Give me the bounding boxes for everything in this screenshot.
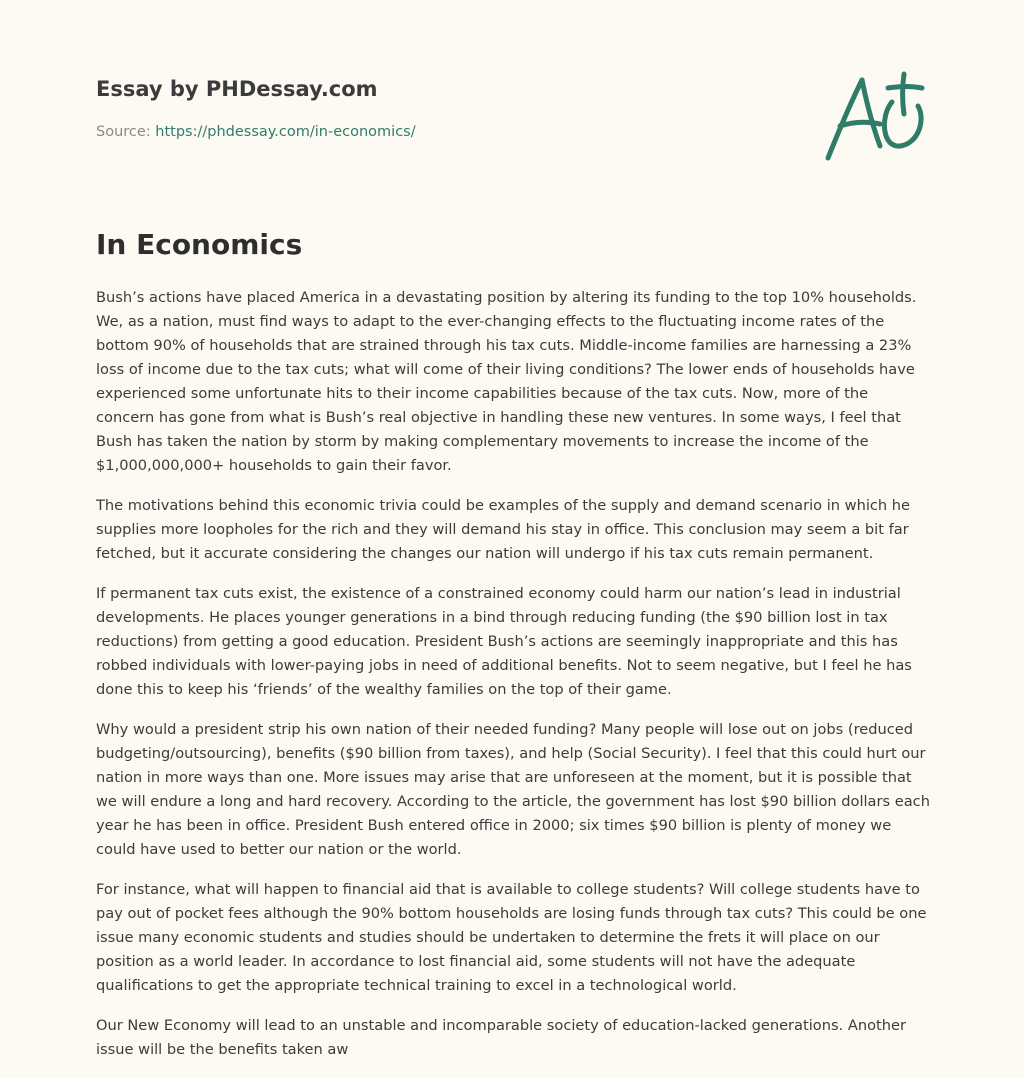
essay-title: In Economics: [96, 228, 303, 261]
essay-paragraph: Our New Economy will lead to an unstable and incomparable society of education-lacked generations. Another issue will be the benefits taken aw: [96, 1017, 906, 1058]
site-title: Essay by PHDessay.com: [96, 77, 378, 101]
essay-paragraph: The motivations behind this economic trivia could be examples of the supply and demand scenario in which he supplies more loopholes for the rich and they will demand his stay in office. This conclusion may seem a bit far fetched, but it accurate considering the changes our nation will undergo if his tax cuts remain permanent.: [96, 497, 911, 562]
page-header: [96, 74, 716, 142]
essay-body: [96, 286, 930, 1078]
essay-paragraph: For instance, what will happen to financial aid that is available to college students? Will college students have to pay out of pocket fees although the 90% bottom households are losing funds through tax cuts? This could be one issue many economic students and studies should be undertaken to determine the frets it will place on our position as a world leader. In accordance to lost financial aid, some students will not have the adequate qualifications to get the appropriate technical training to excel in a technological world.: [96, 881, 927, 994]
source-label: Source:: [96, 124, 151, 140]
essay-paragraph: Why would a president strip his own nation of their needed funding? Many people will lose out on jobs (reduced budgeting/outsourcing), benefits ($90 billion from taxes), and help (Social Security). I feel that this could hurt our nation in more ways than one. More issues may arise that are unforeseen at the moment, but it is possible that we will endure a long and hard recovery. According to the article, the government has lost $90 billion dollars each year he has been in office. President Bush entered office in 2000; six times $90 billion is plenty of money we could have used to better our nation or the world.: [96, 721, 930, 858]
essay-paragraph: If permanent tax cuts exist, the existence of a constrained economy could harm our nation’s lead in industrial developments. He places younger generations in a bind through reducing funding (the $90 billion lost in tax reductions) from getting a good education. President Bush’s actions are seemingly inappropriate and this has robbed individuals with lower-paying jobs in need of additional benefits. Not to seem negative, but I feel he has done this to keep his ‘friends’ of the wealthy families on the top of their game.: [96, 585, 912, 698]
source-link[interactable]: https://phdessay.com/in-economics/: [155, 124, 416, 140]
a-plus-logo-icon: [822, 66, 928, 166]
source-line: [96, 122, 716, 142]
essay-paragraph: Bush’s actions have placed America in a devastating position by altering its funding to the top 10% households. We, as a nation, must find ways to adapt to the ever-changing effects to the fluctuating income rates of the bottom 90% of households that are strained through his tax cuts. Middle-income families are harnessing a 23% loss of income due to the tax cuts; what will come of their living conditions? The lower ends of households have experienced some unfortunate hits to their income capabilities because of the tax cuts. Now, more of the concern has gone from what is Bush’s real objective in handling these new ventures. In some ways, I feel that Bush has taken the nation by storm by making complementary movements to increase the income of the $1,000,000,000+ households to gain their favor.: [96, 289, 917, 474]
